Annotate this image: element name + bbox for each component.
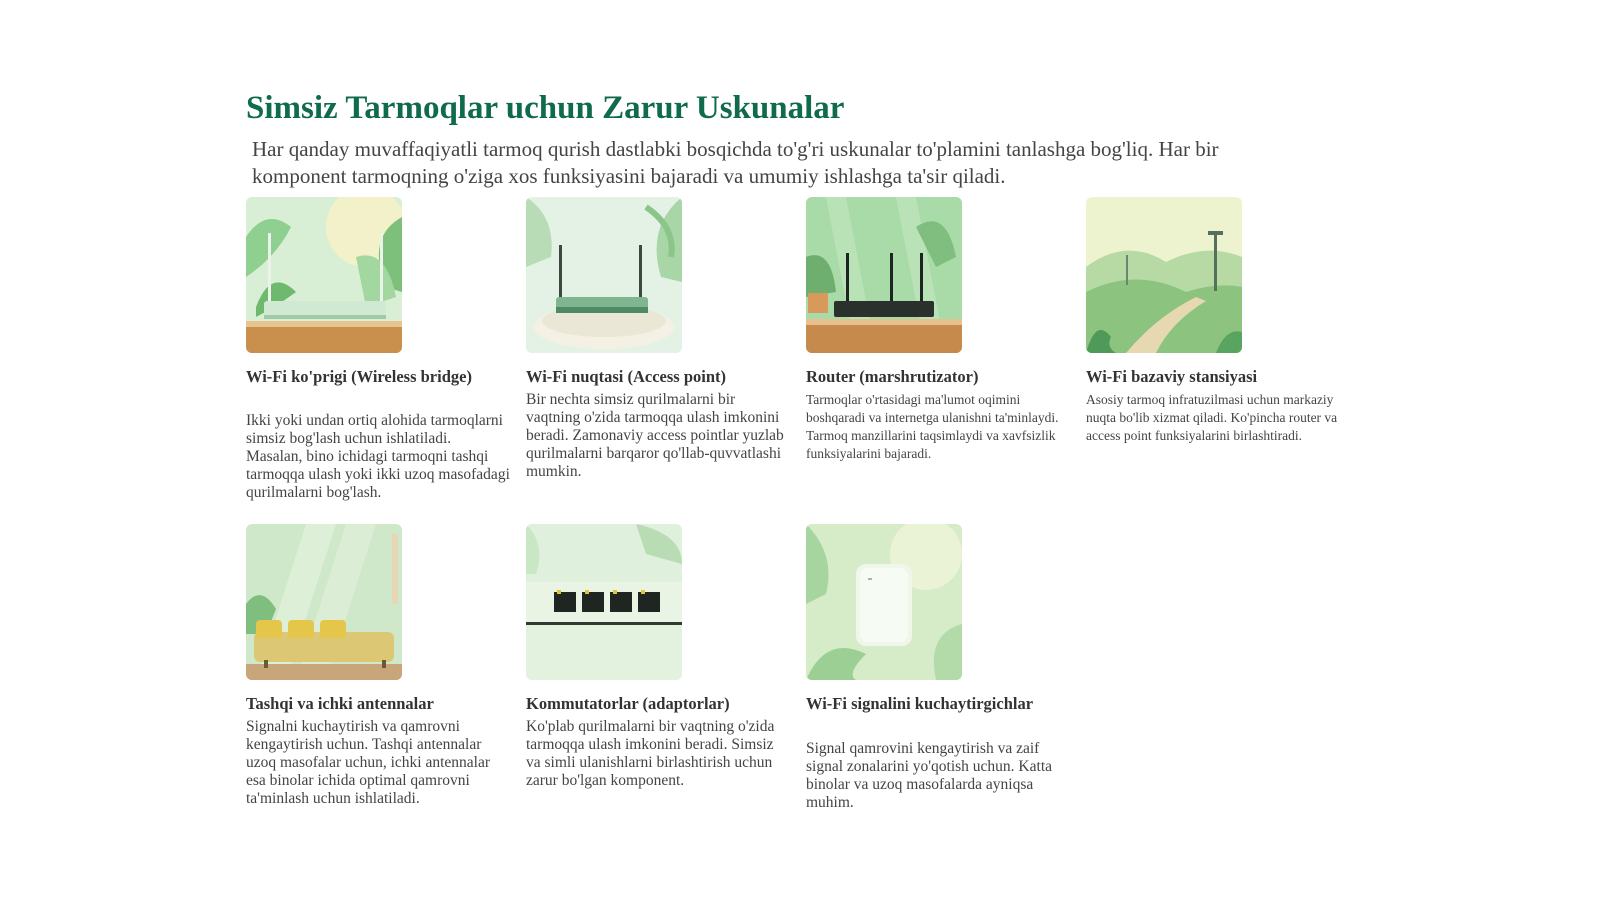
card-wireless-bridge (246, 197, 511, 501)
router-icon (806, 197, 962, 353)
card-extenders (806, 524, 1071, 811)
card-title: Wi-Fi nuqtasi (Access point) (526, 367, 726, 386)
card-access-point (526, 197, 791, 480)
card-description: Ikki yoki undan ortiq alohida tarmoqlarni simsiz bog'lash uchun ishlatiladi. Masalan, bino ichidagi tarmoqni tashqi tarmoqqa ulash yoki ikki uzoq masofadagi qurilmalarni bog'lash. (246, 412, 510, 501)
card-title: Wi-Fi signalini kuchaytirgichlar (806, 694, 1034, 713)
card-title: Router (marshrutizator) (806, 367, 979, 386)
card-description: Signalni kuchaytirish va qamrovni kengaytirish uchun. Tashqi antennalar uzoq masofalar uchun, ichki antennalar esa binolar ichida optimal qamrovni ta'minlash uchun ishlatiladi. (246, 718, 491, 807)
card-description: Tarmoqlar o'rtasidagi ma'lumot oqimini boshqaradi va internetga ulanishni ta'minlaydi. Tarmoq manzillarini taqsimlaydi va xavfsizlik funksiyalarini bajaradi. (806, 392, 1059, 461)
intro-paragraph: Har qanday muvaffaqiyatli tarmoq qurish dastlabki bosqichda to'g'ri uskunalar to'plamini tanlashga bog'liq. Har bir komponent tarmoqning o'ziga xos funksiyasini bajaradi va umumiy ishlashga ta'sir qiladi. (252, 137, 1219, 188)
access-point-icon (526, 197, 682, 353)
card-router (806, 197, 1071, 461)
card-title: Tashqi va ichki antennalar (246, 694, 434, 713)
living-room-sofa-icon (246, 524, 402, 680)
card-switches (526, 524, 791, 789)
card-antennas (246, 524, 511, 807)
card-base-station (1086, 197, 1351, 443)
card-title: Kommutatorlar (adaptorlar) (526, 694, 730, 713)
page-title: Simsiz Tarmoqlar uchun Zarur Uskunalar (246, 90, 845, 126)
card-title: Wi-Fi bazaviy stansiyasi (1086, 367, 1258, 386)
base-station-landscape-icon (1086, 197, 1242, 353)
wifi-extender-plug-icon (806, 524, 962, 680)
card-description: Signal qamrovini kengaytirish va zaif signal zonalarini yo'qotish uchun. Katta binolar va uzoq masofalarda ayniqsa muhim. (806, 740, 1053, 811)
card-description: Ko'plab qurilmalarni bir vaqtning o'zida tarmoqqa ulash imkonini beradi. Simsiz va simli ulanishlarni birlashtirish uchun zarur bo'lgan komponent. (526, 718, 775, 789)
network-switch-ports-icon (526, 524, 682, 680)
card-title: Wi-Fi ko'prigi (Wireless bridge) (246, 367, 472, 386)
card-description: Bir nechta simsiz qurilmalarni bir vaqtning o'zida tarmoqqa ulash imkonini beradi. Zamonaviy access pointlar yuzlab qurilmalarni barqaror qo'llab-quvvatlashi mumkin. (526, 391, 784, 480)
card-description: Asosiy tarmoq infratuzilmasi uchun markaziy nuqta bo'lib xizmat qiladi. Ko'pincha router va access point funksiyalarini birlashtiradi. (1086, 392, 1338, 443)
wireless-bridge-router-icon (246, 197, 402, 353)
